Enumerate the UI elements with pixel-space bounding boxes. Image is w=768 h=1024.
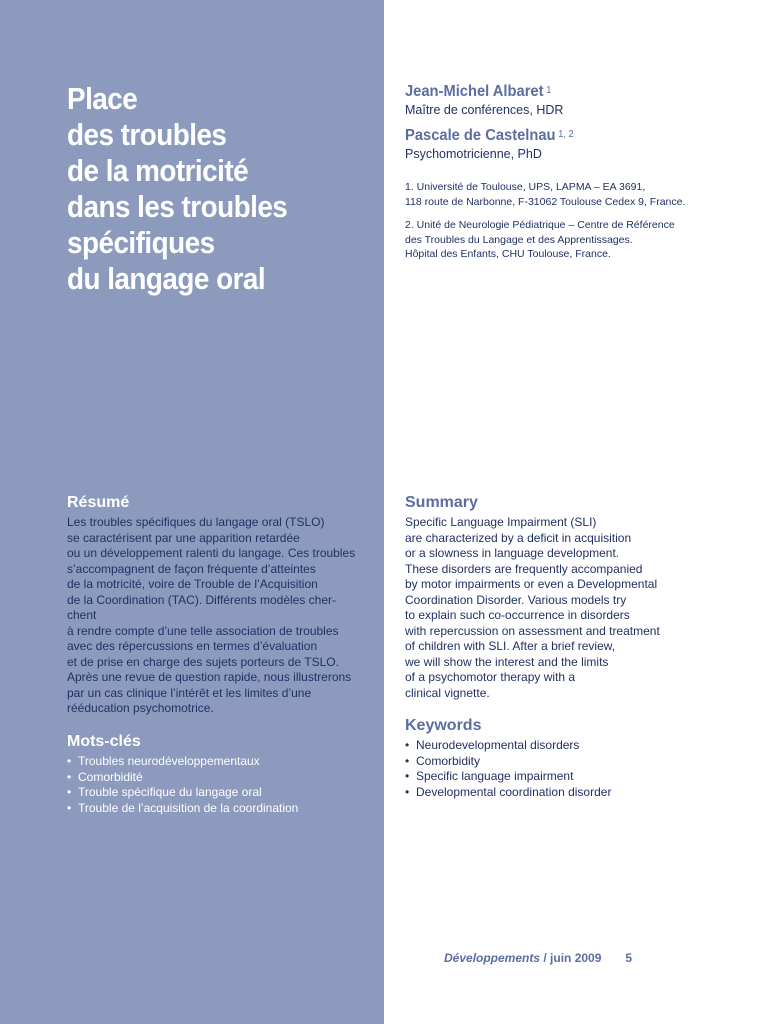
title-line: des troubles [67,117,227,152]
summary-line: clinical vignette. [405,685,490,700]
affiliation-line: Hôpital des Enfants, CHU Toulouse, France. [405,248,611,260]
title-line: dans les troubles [67,189,288,224]
issue-date: / juin 2009 [540,951,602,965]
resume-section [67,493,367,717]
summary-line: These disorders are frequently accompanied [405,561,643,576]
resume-line: ou un développement ralenti du langage. Ces troubles [67,546,356,560]
keyword-text: Comorbidité [78,769,143,784]
summary-line: Coordination Disorder. Various models try [405,592,627,607]
bullet-icon: • [67,754,72,768]
list-item [67,770,367,786]
affiliation-line: 2. Unité de Neurologie Pédiatrique – Centre de Référence [405,219,675,231]
summary-section [405,493,745,701]
resume-text [67,515,367,717]
bullet-icon: • [405,769,410,783]
bullet-icon: • [405,738,410,752]
list-item [67,801,367,817]
list-item [405,738,745,754]
author-affiliation-number: 1, 2 [558,129,574,140]
summary-line: with repercussion on assessment and treatment [405,623,660,638]
bullet-icon: • [405,753,410,768]
mots-cles-heading: Mots-clés [67,733,141,750]
bullet-icon: • [67,769,72,784]
mots-cles-section [67,732,367,816]
affiliation-line: 118 route de Narbonne, F-31062 Toulouse Cedex 9, France. [405,195,686,208]
resume-heading: Résumé [67,494,130,511]
resume-line: Après une revue de question rapide, nous illustrerons [67,670,352,684]
affiliation-2 [405,218,745,262]
resume-line: avec des répercussions en termes d’évaluation [67,639,318,653]
resume-line: de la motricité, voire de Trouble de l’Acquisition [67,577,318,591]
list-item [67,785,367,801]
list-item [405,754,745,770]
resume-line: Les troubles spécifiques du langage oral (TSLO) [67,515,325,529]
resume-line: rééducation psychomotrice. [67,701,214,715]
keywords-section [405,716,745,800]
keyword-text: Troubles neurodéveloppementaux [78,754,260,768]
author-name [405,82,718,102]
list-item [67,754,367,770]
keyword-text: Trouble de l’acquisition de la coordination [78,800,299,815]
page-number: 5 [625,951,633,965]
summary-line: of a psychomotor therapy with a [405,670,576,684]
author-role: Maître de conférences, HDR [405,103,564,117]
author-role: Psychomotricienne, PhD [405,147,542,161]
affiliation-1 [405,180,745,209]
author-name [405,126,718,146]
summary-line: Specific Language Impairment (SLI) [405,515,597,529]
keyword-text: Trouble spécifique du langage oral [78,785,262,799]
author-name-text: Jean-Michel Albaret [405,83,544,100]
author-name-text: Pascale de Castelnau [405,127,556,144]
summary-line: of children with SLI. After a brief review, [405,639,616,653]
keyword-text: Specific language impairment [416,769,574,783]
affiliation-line: 1. Université de Toulouse, UPS, LAPMA – EA 3691, [405,181,646,193]
keyword-text: Developmental coordination disorder [416,784,612,799]
resume-line: à rendre compte d’une telle association de troubles [67,623,339,638]
keyword-text: Comorbidity [416,753,481,768]
resume-line: et de prise en charge des sujets porteurs de TSLO. [67,654,339,669]
affiliation-line: des Troubles du Langage et des Apprentissages. [405,233,633,246]
keywords-list [405,738,745,800]
article-title [67,81,287,297]
bullet-icon: • [67,785,72,799]
summary-line: to explain such co-occurrence in disorders [405,608,630,622]
summary-line: by motor impairments or even a Developmental [405,577,658,591]
bullet-icon: • [405,784,410,799]
title-line: du langage oral [67,261,266,296]
summary-line: or a slowness in language development. [405,546,620,560]
page-footer [444,951,632,965]
summary-text [405,515,745,701]
keyword-text: Neurodevelopmental disorders [416,738,580,752]
list-item [405,785,745,801]
resume-line: par un cas clinique l’intérêt et les limites d’une [67,685,312,700]
journal-name: Développements [444,951,541,965]
list-item [405,769,745,785]
title-line: spécifiques [67,225,215,260]
author-affiliation-number: 1 [546,85,552,96]
title-line: Place [67,81,138,116]
author-block [405,82,745,170]
summary-line: we will show the interest and the limits [405,654,609,669]
resume-line: s’accompagnent de façon fréquente d’atteintes [67,561,316,576]
mots-cles-list [67,754,367,816]
resume-line: de la Coordination (TAC). Différents modèles cher- [67,592,337,607]
bullet-icon: • [67,800,72,815]
keywords-heading: Keywords [405,717,482,734]
summary-heading: Summary [405,494,478,511]
resume-line: se caractérisent par une apparition retardée [67,530,300,545]
summary-line: are characterized by a deficit in acquisition [405,530,632,545]
resume-line: chent [67,608,97,622]
title-line: de la motricité [67,153,249,188]
